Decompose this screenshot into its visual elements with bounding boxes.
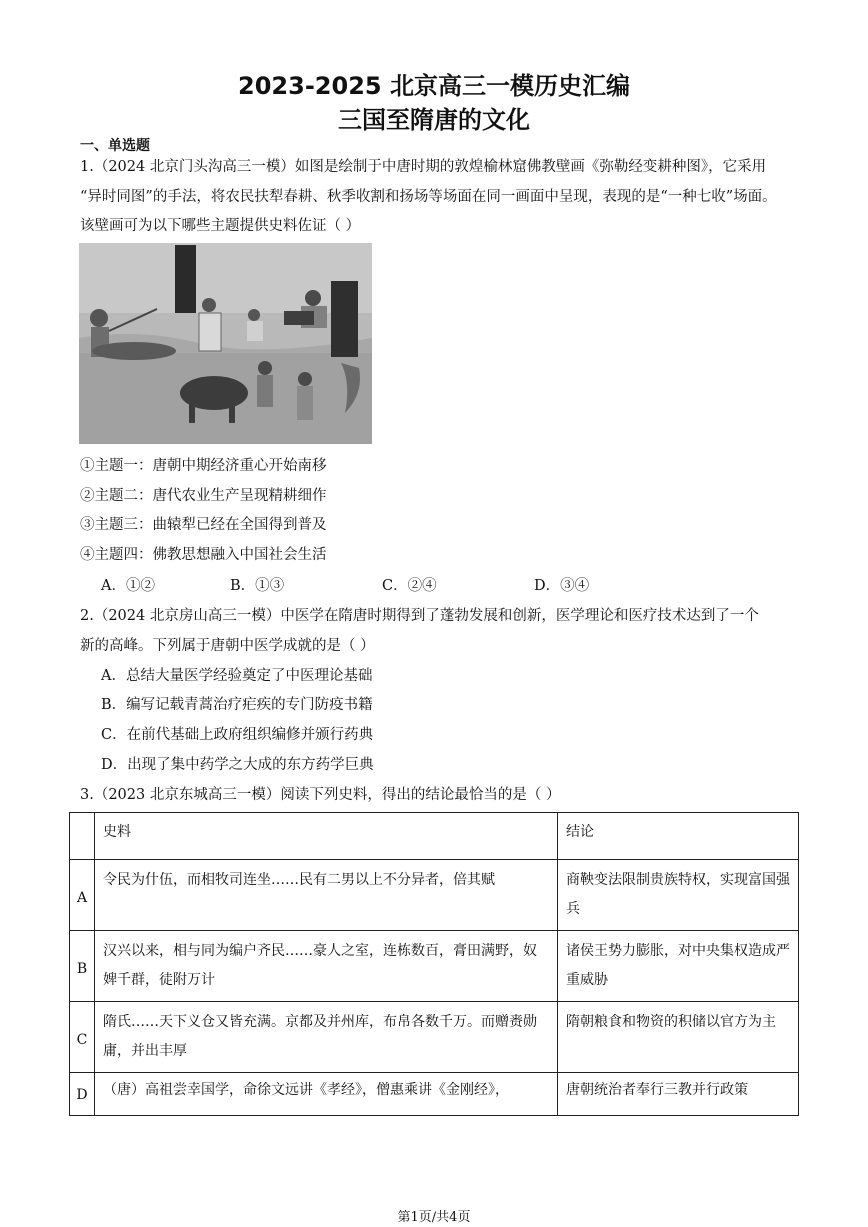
row-label: D [70,1073,95,1116]
table-header-row [70,813,799,860]
q1-option-a: A．①② [101,578,155,594]
row-conclusion: 唐朝统治者奉行三教并行政策 [558,1073,799,1116]
row-conclusion: 诸侯王势力膨胀，对中央集权造成严重威胁 [558,931,799,1002]
q3-stem-line1: 3.（2023 北京东城高三一模）阅读下列史料，得出的结论最恰当的是（ ） [80,787,561,803]
q2-option-b: B．编写记载青蒿治疗疟疾的专门防疫书籍 [101,697,373,713]
table-header-material: 史料 [95,813,558,860]
q2-stem-line2: 新的高峰。下列属于唐朝中医学成就的是（ ） [80,638,375,654]
row-label: A [70,860,95,931]
q2-option-c: C．在前代基础上政府组织编修并颁行药典 [101,727,374,743]
row-label: B [70,931,95,1002]
row-material: 令民为什伍，而相牧司连坐……民有二男以上不分异者，倍其赋 [95,860,558,931]
q1-theme-4: ④主题四：佛教思想融入中国社会生活 [80,547,327,563]
table-row [70,931,799,1002]
row-material: 汉兴以来，相与同为编户齐民……豪人之室，连栋数百，膏田满野，奴婢千群，徒附万计 [95,931,558,1002]
q3-table [69,812,799,1116]
row-label: C [70,1002,95,1073]
mural-image [79,243,372,444]
q1-option-d: D．③④ [534,578,590,594]
table-row [70,860,799,931]
table-header-conclusion: 结论 [558,813,799,860]
table-row [70,1073,799,1116]
q1-option-c: C．②④ [382,578,437,594]
row-material: （唐）高祖尝幸国学，命徐文远讲《孝经》，僧惠乘讲《金刚经》， [95,1073,558,1116]
q1-stem-line3: 该壁画可为以下哪些主题提供史料佐证（ ） [80,218,361,234]
q1-option-b: B．①③ [230,578,285,594]
page-number: 第1页/共4页 [397,1210,471,1225]
q2-option-d: D．出现了集中药学之大成的东方药学巨典 [101,757,374,773]
q2-option-a: A．总结大量医学经验奠定了中医理论基础 [101,668,373,684]
document-title: 2023-2025 北京高三一模历史汇编 [238,72,630,100]
q2-stem-line1: 2.（2024 北京房山高三一模）中医学在隋唐时期得到了蓬勃发展和创新，医学理论和医疗技术达到了一个 [80,608,759,624]
table-row [70,1002,799,1073]
document-subtitle: 三国至隋唐的文化 [338,106,530,134]
row-conclusion: 隋朝粮食和物资的积储以官方为主 [558,1002,799,1073]
q1-theme-2: ②主题二：唐代农业生产呈现精耕细作 [80,488,327,504]
section-heading: 一、单选题 [80,138,150,154]
q1-theme-1: ①主题一：唐朝中期经济重心开始南移 [80,458,327,474]
row-material: 隋氏……天下义仓又皆充满。京都及并州库，布帛各数千万。而赠赉勋庸，并出丰厚 [95,1002,558,1073]
q1-stem-line1: 1.（2024 北京门头沟高三一模）如图是绘制于中唐时期的敦煌榆林窟佛教壁画《弥勒经变耕种图》，它采用 [80,159,767,175]
table-header-blank [70,813,95,860]
q1-theme-3: ③主题三：曲辕犁已经在全国得到普及 [80,517,327,533]
q1-stem-line2: “异时同图”的手法，将农民扶犁春耕、秋季收割和扬场等场面在同一画面中呈现，表现的是“一种七收”场面。 [80,189,777,205]
row-conclusion: 商鞅变法限制贵族特权，实现富国强兵 [558,860,799,931]
